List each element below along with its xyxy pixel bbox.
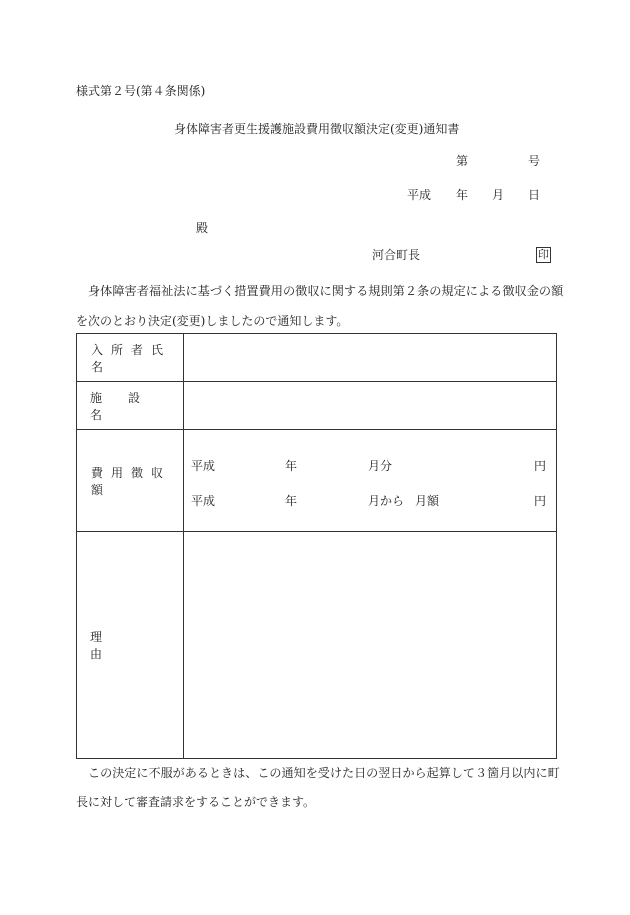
date-era: 平成 bbox=[407, 188, 432, 202]
resident-name-label-cell bbox=[77, 334, 184, 382]
resident-name-label-text: 入所者氏名 bbox=[91, 342, 172, 374]
facility-name-row bbox=[77, 382, 557, 430]
reason-row bbox=[77, 532, 557, 759]
fee-label-cell bbox=[77, 430, 184, 532]
fee-row bbox=[77, 430, 557, 532]
seal-stamp: 印 bbox=[538, 248, 549, 261]
facility-name-label bbox=[90, 389, 170, 423]
reason-label-text: 理由 bbox=[90, 630, 161, 661]
fee-row-2-yen: 円 bbox=[534, 494, 547, 508]
document-title: 身体障害者更生援護施設費用徴収額決定(変更)通知書 bbox=[174, 122, 460, 136]
reason-label bbox=[90, 628, 170, 662]
date-year: 年 bbox=[456, 188, 469, 202]
resident-name-label bbox=[91, 341, 171, 375]
issuer-name: 河合町長 bbox=[372, 248, 421, 262]
form-number: 様式第２号(第４条関係) bbox=[76, 84, 206, 98]
date-month: 月 bbox=[492, 188, 505, 202]
fee-row-1-yen: 円 bbox=[534, 459, 547, 473]
facility-name-label-cell bbox=[77, 382, 184, 430]
facility-name-label-text: 施設名 bbox=[90, 390, 167, 422]
fee-row-2-month-from: 月から bbox=[368, 494, 405, 508]
fee-row-2-monthly: 月額 bbox=[415, 494, 440, 508]
fee-label bbox=[91, 464, 171, 498]
addressee-suffix: 殿 bbox=[196, 221, 209, 235]
facility-name-field[interactable] bbox=[184, 382, 557, 430]
resident-name-field[interactable] bbox=[184, 334, 557, 382]
footer-text-line-2: 長に対して審査請求をすることができます。 bbox=[76, 795, 316, 809]
resident-name-row bbox=[77, 334, 557, 382]
footer-text-line-1: この決定に不服があるときは、この通知を受けた日の翌日から起算して３箇月以内に町 bbox=[88, 766, 560, 780]
fee-label-text: 費用徴収額 bbox=[91, 465, 172, 497]
reason-field[interactable] bbox=[184, 532, 557, 759]
document-number-prefix: 第 bbox=[456, 154, 469, 168]
document-number-suffix: 号 bbox=[528, 154, 541, 168]
body-text-line-2: を次のとおり決定(変更)しましたので通知します。 bbox=[76, 314, 349, 328]
body-text-line-1: 身体障害者福祉法に基づく措置費用の徴収に関する規則第２条の規定による徴収金の額 bbox=[88, 284, 564, 298]
reason-label-cell bbox=[77, 532, 184, 759]
fee-row-2-era: 平成 bbox=[191, 494, 216, 508]
fee-row-1-month: 月分 bbox=[368, 459, 393, 473]
fee-row-1-era: 平成 bbox=[191, 459, 216, 473]
fee-row-1-year: 年 bbox=[285, 459, 298, 473]
fee-row-2-year: 年 bbox=[285, 494, 298, 508]
form-table bbox=[76, 333, 557, 759]
fee-field[interactable] bbox=[184, 430, 557, 532]
date-day: 日 bbox=[528, 188, 541, 202]
